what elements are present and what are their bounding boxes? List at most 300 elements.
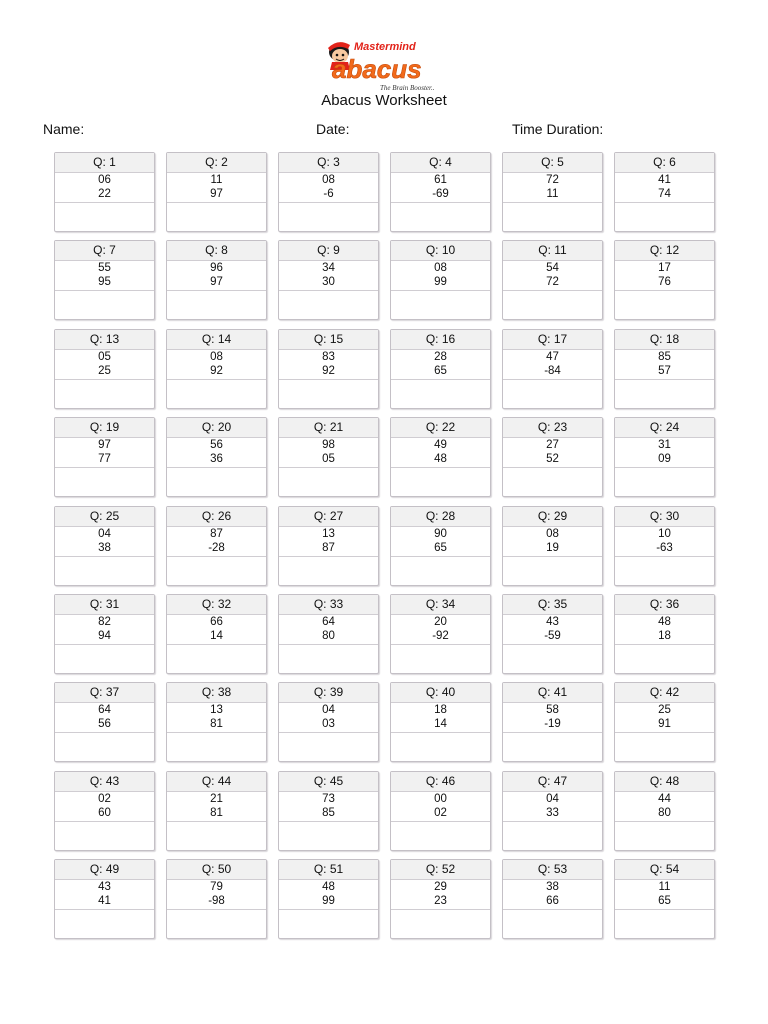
answer-box[interactable]: [615, 380, 714, 408]
answer-box[interactable]: [615, 822, 714, 850]
question-label: Q: 19: [55, 418, 154, 438]
answer-box[interactable]: [167, 822, 266, 850]
question-label: Q: 32: [167, 595, 266, 615]
answer-box[interactable]: [615, 645, 714, 673]
question-operand: 05: [98, 350, 111, 363]
answer-box[interactable]: [55, 645, 154, 673]
question-label: Q: 41: [503, 683, 602, 703]
question-label: Q: 43: [55, 772, 154, 792]
mastermind-abacus-logo: [320, 36, 450, 94]
question-numbers: [167, 438, 266, 468]
question-numbers: [167, 615, 266, 645]
question-operand: 08: [546, 527, 559, 540]
question-card: [278, 859, 379, 939]
question-card: [54, 152, 155, 232]
question-label: Q: 40: [391, 683, 490, 703]
answer-box[interactable]: [279, 822, 378, 850]
answer-box[interactable]: [167, 910, 266, 938]
question-operand: 10: [658, 527, 671, 540]
answer-box[interactable]: [167, 557, 266, 585]
question-numbers: [279, 261, 378, 291]
question-card: [614, 329, 715, 409]
question-operand: 04: [98, 527, 111, 540]
question-label: Q: 6: [615, 153, 714, 173]
answer-box[interactable]: [391, 468, 490, 496]
question-operand: 73: [322, 792, 335, 805]
question-operand: -19: [544, 718, 561, 731]
question-operand: 38: [546, 881, 559, 894]
answer-box[interactable]: [503, 645, 602, 673]
question-label: Q: 20: [167, 418, 266, 438]
answer-box[interactable]: [55, 822, 154, 850]
question-card: [390, 594, 491, 674]
question-operand: 11: [658, 881, 671, 894]
question-card: [166, 682, 267, 762]
question-card: [390, 417, 491, 497]
question-operand: 87: [322, 541, 335, 554]
question-label: Q: 17: [503, 330, 602, 350]
question-label: Q: 23: [503, 418, 602, 438]
question-label: Q: 38: [167, 683, 266, 703]
question-card: [278, 417, 379, 497]
question-operand: 08: [210, 350, 223, 363]
answer-box[interactable]: [55, 380, 154, 408]
answer-box[interactable]: [55, 291, 154, 319]
answer-box[interactable]: [615, 910, 714, 938]
question-label: Q: 9: [279, 241, 378, 261]
answer-box[interactable]: [615, 203, 714, 231]
question-numbers: [503, 173, 602, 203]
question-operand: 43: [546, 616, 559, 628]
question-numbers: [615, 792, 714, 822]
question-card: [166, 417, 267, 497]
answer-box[interactable]: [55, 557, 154, 585]
question-operand: 96: [210, 262, 223, 275]
question-label: Q: 42: [615, 683, 714, 703]
question-operand: 85: [658, 350, 671, 363]
answer-box[interactable]: [167, 645, 266, 673]
question-card: [614, 152, 715, 232]
question-label: Q: 35: [503, 595, 602, 615]
question-operand: 97: [210, 188, 223, 200]
question-label: Q: 39: [279, 683, 378, 703]
question-numbers: [55, 350, 154, 380]
question-label: Q: 30: [615, 507, 714, 527]
answer-box[interactable]: [279, 203, 378, 231]
question-operand: -28: [208, 541, 225, 554]
question-label: Q: 7: [55, 241, 154, 261]
question-operand: 25: [658, 704, 671, 717]
answer-box[interactable]: [503, 468, 602, 496]
question-card: [54, 594, 155, 674]
question-numbers: [503, 615, 602, 645]
question-label: Q: 28: [391, 507, 490, 527]
answer-box[interactable]: [391, 380, 490, 408]
question-card: [614, 594, 715, 674]
question-label: Q: 21: [279, 418, 378, 438]
question-operand: 36: [210, 453, 223, 466]
question-label: Q: 54: [615, 860, 714, 880]
answer-box[interactable]: [503, 203, 602, 231]
answer-box[interactable]: [55, 910, 154, 938]
question-numbers: [167, 703, 266, 733]
question-operand: 31: [658, 439, 671, 452]
question-numbers: [615, 703, 714, 733]
question-label: Q: 31: [55, 595, 154, 615]
question-numbers: [279, 703, 378, 733]
logo-main-text: abacus: [332, 54, 422, 84]
question-numbers: [391, 527, 490, 557]
question-label: Q: 50: [167, 860, 266, 880]
question-card: [54, 240, 155, 320]
question-card: [54, 506, 155, 586]
question-card: [502, 771, 603, 851]
question-label: Q: 10: [391, 241, 490, 261]
question-operand: 22: [98, 188, 111, 200]
answer-box[interactable]: [279, 468, 378, 496]
answer-box[interactable]: [279, 733, 378, 761]
answer-box[interactable]: [615, 468, 714, 496]
question-label: Q: 36: [615, 595, 714, 615]
question-label: Q: 26: [167, 507, 266, 527]
question-card: [54, 682, 155, 762]
question-operand: 20: [434, 616, 447, 628]
question-label: Q: 29: [503, 507, 602, 527]
question-operand: 65: [434, 541, 447, 554]
question-operand: 30: [322, 276, 335, 289]
question-numbers: [55, 261, 154, 291]
question-operand: 06: [98, 174, 111, 186]
answer-box[interactable]: [391, 291, 490, 319]
question-operand: 03: [322, 718, 335, 731]
question-label: Q: 25: [55, 507, 154, 527]
question-operand: -92: [432, 630, 449, 642]
question-card: [166, 329, 267, 409]
question-numbers: [279, 527, 378, 557]
question-label: Q: 13: [55, 330, 154, 350]
question-label: Q: 14: [167, 330, 266, 350]
answer-box[interactable]: [279, 910, 378, 938]
question-operand: 09: [658, 453, 671, 466]
question-card: [278, 240, 379, 320]
question-card: [278, 329, 379, 409]
question-numbers: [503, 350, 602, 380]
question-card: [614, 771, 715, 851]
question-label: Q: 24: [615, 418, 714, 438]
question-numbers: [167, 173, 266, 203]
question-operand: 81: [210, 718, 223, 731]
question-operand: 76: [658, 276, 671, 289]
question-operand: 66: [546, 895, 559, 908]
question-operand: 02: [98, 792, 111, 805]
question-label: Q: 53: [503, 860, 602, 880]
question-numbers: [391, 792, 490, 822]
question-operand: 05: [322, 453, 335, 466]
question-card: [390, 771, 491, 851]
question-operand: 11: [210, 174, 223, 186]
question-operand: 08: [434, 262, 447, 275]
question-label: Q: 4: [391, 153, 490, 173]
question-operand: 97: [98, 439, 111, 452]
question-operand: 17: [658, 262, 671, 275]
question-card: [278, 594, 379, 674]
question-operand: 28: [434, 350, 447, 363]
question-operand: 18: [658, 630, 671, 642]
question-operand: 92: [210, 364, 223, 377]
answer-box[interactable]: [391, 822, 490, 850]
logo-tagline: The Brain Booster..: [380, 84, 435, 92]
question-operand: 72: [546, 174, 559, 186]
question-card: [614, 240, 715, 320]
question-operand: 56: [98, 718, 111, 731]
answer-box[interactable]: [503, 380, 602, 408]
question-numbers: [503, 527, 602, 557]
question-operand: 04: [322, 704, 335, 717]
question-operand: 64: [98, 704, 111, 717]
question-operand: 82: [98, 616, 111, 628]
question-numbers: [391, 261, 490, 291]
question-operand: 13: [322, 527, 335, 540]
question-card: [502, 506, 603, 586]
question-operand: 21: [210, 792, 223, 805]
question-operand: 81: [210, 806, 223, 819]
question-operand: 54: [546, 262, 559, 275]
question-operand: 48: [658, 616, 671, 628]
name-label: Name:: [43, 121, 85, 137]
question-operand: 04: [546, 792, 559, 805]
question-card: [278, 152, 379, 232]
question-operand: 55: [98, 262, 111, 275]
question-operand: 18: [434, 704, 447, 717]
question-card: [502, 240, 603, 320]
question-label: Q: 16: [391, 330, 490, 350]
answer-box[interactable]: [391, 910, 490, 938]
answer-box[interactable]: [615, 291, 714, 319]
question-numbers: [391, 615, 490, 645]
question-numbers: [615, 350, 714, 380]
question-operand: 80: [322, 630, 335, 642]
question-numbers: [503, 261, 602, 291]
question-numbers: [167, 261, 266, 291]
answer-box[interactable]: [391, 557, 490, 585]
question-operand: -6: [323, 188, 334, 200]
question-card: [614, 506, 715, 586]
answer-box[interactable]: [279, 380, 378, 408]
answer-box[interactable]: [615, 557, 714, 585]
question-operand: 48: [434, 453, 447, 466]
question-operand: 83: [322, 350, 335, 363]
answer-box[interactable]: [167, 380, 266, 408]
question-label: Q: 5: [503, 153, 602, 173]
answer-box[interactable]: [391, 733, 490, 761]
question-operand: 64: [322, 616, 335, 628]
question-label: Q: 3: [279, 153, 378, 173]
question-numbers: [55, 880, 154, 910]
question-label: Q: 48: [615, 772, 714, 792]
answer-box[interactable]: [503, 291, 602, 319]
question-operand: 65: [434, 364, 447, 377]
question-numbers: [279, 615, 378, 645]
question-card: [278, 682, 379, 762]
question-operand: 97: [210, 276, 223, 289]
question-label: Q: 8: [167, 241, 266, 261]
question-card: [502, 594, 603, 674]
question-card: [390, 152, 491, 232]
question-numbers: [615, 438, 714, 468]
question-card: [614, 417, 715, 497]
question-card: [502, 152, 603, 232]
question-numbers: [391, 173, 490, 203]
question-label: Q: 27: [279, 507, 378, 527]
answer-box[interactable]: [391, 645, 490, 673]
answer-box[interactable]: [55, 203, 154, 231]
question-label: Q: 44: [167, 772, 266, 792]
question-card: [614, 682, 715, 762]
question-card: [166, 771, 267, 851]
question-label: Q: 11: [503, 241, 602, 261]
question-label: Q: 18: [615, 330, 714, 350]
question-operand: 87: [210, 527, 223, 540]
question-operand: -69: [432, 188, 449, 200]
question-numbers: [615, 261, 714, 291]
answer-box[interactable]: [55, 733, 154, 761]
question-operand: -98: [208, 895, 225, 908]
question-operand: 47: [546, 350, 559, 363]
worksheet-title: Abacus Worksheet: [321, 92, 447, 109]
question-operand: 52: [546, 453, 559, 466]
question-card: [166, 859, 267, 939]
answer-box[interactable]: [167, 291, 266, 319]
question-numbers: [391, 703, 490, 733]
question-operand: 66: [210, 616, 223, 628]
question-operand: 92: [322, 364, 335, 377]
question-operand: 33: [546, 806, 559, 819]
question-operand: 23: [434, 895, 447, 908]
question-numbers: [279, 350, 378, 380]
question-numbers: [615, 880, 714, 910]
question-operand: 79: [210, 881, 223, 894]
answer-box[interactable]: [279, 291, 378, 319]
question-numbers: [55, 527, 154, 557]
question-card: [502, 417, 603, 497]
question-card: [166, 152, 267, 232]
question-operand: 85: [322, 806, 335, 819]
logo-top-text: Mastermind: [354, 41, 416, 53]
answer-box[interactable]: [55, 468, 154, 496]
question-numbers: [167, 880, 266, 910]
question-operand: 60: [98, 806, 111, 819]
question-operand: 41: [658, 174, 671, 186]
question-operand: 99: [434, 276, 447, 289]
question-numbers: [503, 703, 602, 733]
question-label: Q: 52: [391, 860, 490, 880]
question-operand: 13: [210, 704, 223, 717]
question-numbers: [167, 792, 266, 822]
answer-box[interactable]: [503, 822, 602, 850]
answer-box[interactable]: [503, 557, 602, 585]
question-card: [390, 506, 491, 586]
answer-box[interactable]: [503, 733, 602, 761]
question-label: Q: 12: [615, 241, 714, 261]
question-operand: 99: [322, 895, 335, 908]
question-operand: 11: [546, 188, 559, 200]
question-label: Q: 49: [55, 860, 154, 880]
question-operand: 65: [658, 895, 671, 908]
question-card: [278, 771, 379, 851]
question-numbers: [391, 880, 490, 910]
question-label: Q: 34: [391, 595, 490, 615]
question-card: [390, 329, 491, 409]
question-card: [502, 859, 603, 939]
question-operand: 80: [658, 806, 671, 819]
question-operand: 72: [546, 276, 559, 289]
question-numbers: [615, 527, 714, 557]
question-card: [54, 417, 155, 497]
question-operand: 91: [658, 718, 671, 731]
question-label: Q: 22: [391, 418, 490, 438]
question-operand: 44: [658, 792, 671, 805]
question-operand: 25: [98, 364, 111, 377]
question-operand: 77: [98, 453, 111, 466]
question-numbers: [55, 173, 154, 203]
question-numbers: [167, 350, 266, 380]
answer-box[interactable]: [279, 645, 378, 673]
answer-box[interactable]: [503, 910, 602, 938]
question-card: [54, 859, 155, 939]
question-operand: -59: [544, 630, 561, 642]
question-operand: 08: [322, 174, 335, 186]
question-label: Q: 15: [279, 330, 378, 350]
question-label: Q: 33: [279, 595, 378, 615]
question-numbers: [279, 792, 378, 822]
question-operand: 56: [210, 439, 223, 452]
question-operand: 61: [434, 174, 447, 186]
question-numbers: [503, 792, 602, 822]
answer-box[interactable]: [167, 733, 266, 761]
question-numbers: [503, 880, 602, 910]
question-card: [166, 240, 267, 320]
question-label: Q: 45: [279, 772, 378, 792]
question-card: [390, 682, 491, 762]
answer-box[interactable]: [391, 203, 490, 231]
question-operand: 14: [434, 718, 447, 731]
time-duration-label: Time Duration:: [512, 121, 604, 137]
question-operand: 58: [546, 704, 559, 717]
date-label: Date:: [316, 121, 350, 137]
question-card: [54, 771, 155, 851]
question-card: [166, 594, 267, 674]
question-operand: 27: [546, 439, 559, 452]
answer-box[interactable]: [279, 557, 378, 585]
question-operand: -63: [656, 541, 673, 554]
question-card: [390, 240, 491, 320]
question-label: Q: 2: [167, 153, 266, 173]
question-card: [278, 506, 379, 586]
question-numbers: [279, 173, 378, 203]
question-label: Q: 47: [503, 772, 602, 792]
answer-box[interactable]: [167, 203, 266, 231]
question-numbers: [55, 438, 154, 468]
question-numbers: [279, 438, 378, 468]
question-card: [502, 682, 603, 762]
answer-box[interactable]: [167, 468, 266, 496]
question-operand: 57: [658, 364, 671, 377]
question-operand: 38: [98, 541, 111, 554]
answer-box[interactable]: [615, 733, 714, 761]
question-operand: 95: [98, 276, 111, 289]
question-numbers: [55, 792, 154, 822]
question-operand: 48: [322, 881, 335, 894]
